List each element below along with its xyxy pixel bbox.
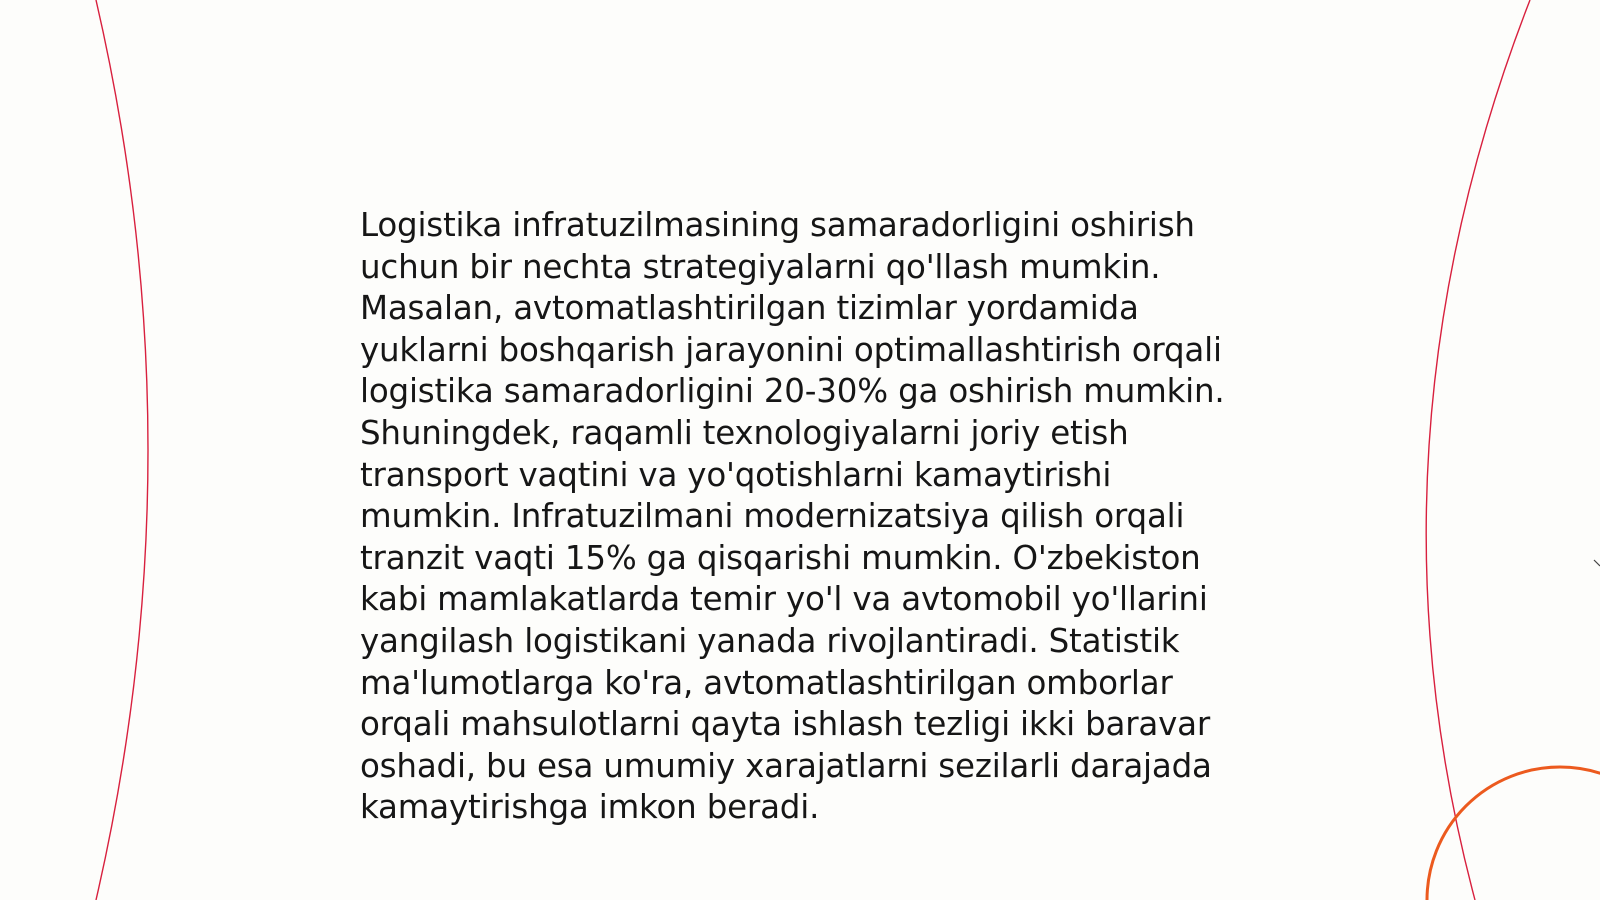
paragraph-line: logistika samaradorligini 20-30% ga oshirish mumkin. [360,372,1225,411]
paragraph-line: mumkin. Infratuzilmani modernizatsiya qilish orqali [360,497,1185,536]
paragraph-line: ma'lumotlarga ko'ra, avtomatlashtirilgan omborlar [360,663,1173,702]
body-paragraph [360,205,1260,829]
right-arc-line [1426,0,1530,900]
paragraph-line: kamaytirishga imkon beradi. [360,788,820,827]
paragraph-line: oshadi, bu esa umumiy xarajatlarni sezilarli darajada [360,746,1212,785]
paragraph-line: uchun bir nechta strategiyalarni qo'llash mumkin. [360,247,1161,286]
paragraph-line: transport vaqtini va yo'qotishlarni kamaytirishi [360,455,1112,494]
left-arc-line [96,0,148,900]
paragraph-line: yangilash logistikani yanada rivojlantiradi. Statistik [360,621,1180,660]
small-tick-mark [1594,560,1600,566]
paragraph-line: Masalan, avtomatlashtirilgan tizimlar yordamida [360,289,1139,328]
paragraph-line: Shuningdek, raqamli texnologiyalarni joriy etish [360,413,1129,452]
paragraph-line: kabi mamlakatlarda temir yo'l va avtomobil yo'llarini [360,580,1208,619]
paragraph-line: orqali mahsulotlarni qayta ishlash tezligi ikki baravar [360,705,1211,744]
orange-circle-outline [1427,767,1600,900]
paragraph-line: tranzit vaqti 15% ga qisqarishi mumkin. O'zbekiston [360,538,1201,577]
paragraph-line: yuklarni boshqarish jarayonini optimallashtirish orqali [360,330,1222,369]
paragraph-line: Logistika infratuzilmasining samaradorligini oshirish [360,206,1195,244]
